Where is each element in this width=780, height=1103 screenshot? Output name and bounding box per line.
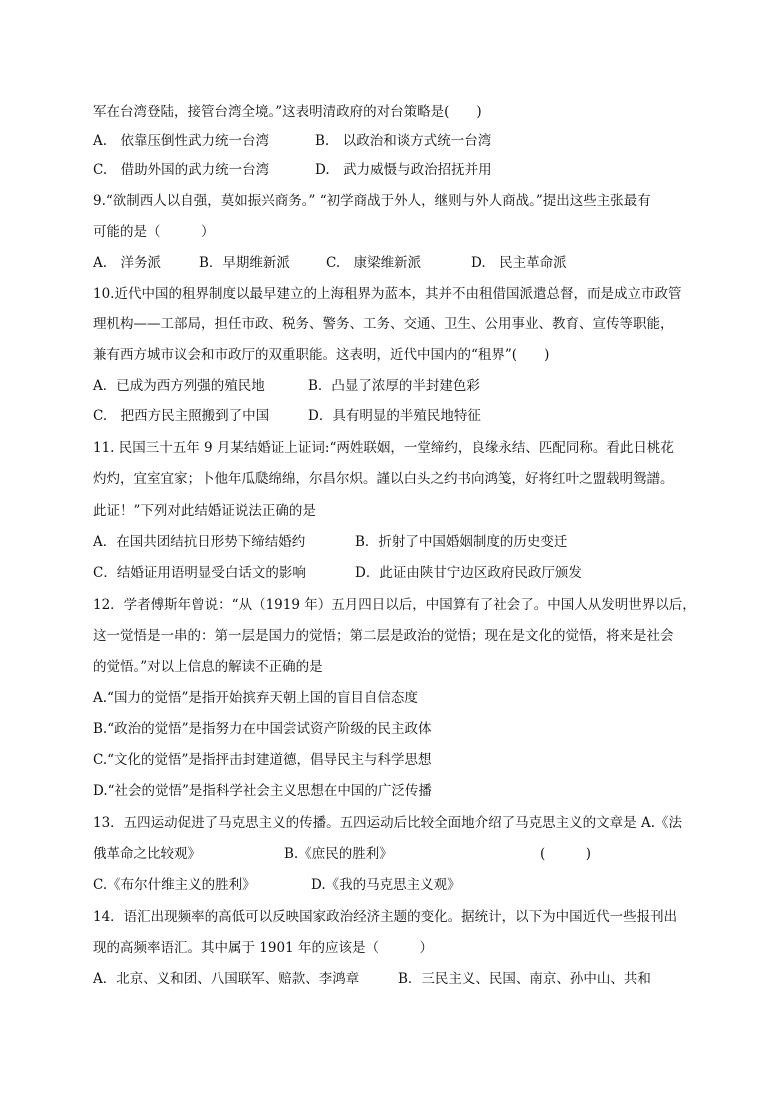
q12-stem-line-2: 这一觉悟是一串的：第一层是国力的觉悟；第二层是政治的觉悟；现在是文化的觉悟，将来是社会 xyxy=(93,628,674,644)
q9-stem-line-1: 9.“欲制西人以自强，莫如振兴商务。” “初学商战于外人，继则与外人商战。”提出这些主张最有 xyxy=(93,193,651,209)
q14-stem-line-1: 14．语汇出现频率的高低可以反映国家政治经济主题的变化。据统计，以下为中国近代一些报刊出 xyxy=(93,909,678,925)
q12-stem-line-1: 12．学者傅斯年曾说：“从（1919 年）五月四日以后，中国算有了社会了。中国人从发明世界以后， xyxy=(93,597,696,613)
q14-option-b: B．三民主义、民国、南京、孙中山、共和 xyxy=(398,971,651,987)
q10-stem-line-2: 理机构——工部局，担任市政、税务、警务、工务、交通、卫生、公用事业、教育、宣传等职能， xyxy=(93,316,674,332)
q8-option-d: D. 武力威慑与政治招抚并用 xyxy=(315,162,492,178)
q13-option-b: B.《庶民的胜利》 xyxy=(284,846,393,862)
q11-option-c: C．结婚证用语明显受白话文的影响 xyxy=(93,565,306,581)
q13-option-c: C.《布尔什维主义的胜利》 xyxy=(93,877,256,893)
q11-option-b: B．折射了中国婚姻制度的历史变迁 xyxy=(355,534,568,550)
q11-stem-line-1: 11. 民国三十五年 9 月某结婚证上证词:“两姓联姻，一堂缔约，良缘永结、匹配同称。看此日桃花 xyxy=(93,440,674,456)
q13-option-a-cont: 俄革命之比较观》 xyxy=(93,846,201,862)
q9-option-c: C. 康梁维新派 xyxy=(326,255,422,271)
q10-option-c: C. 把西方民主照搬到了中国 xyxy=(93,408,270,424)
q10-option-b: B．凸显了浓厚的半封建色彩 xyxy=(308,378,480,394)
q8-option-c: C. 借助外国的武力统一台湾 xyxy=(93,162,270,178)
q13-option-d: D.《我的马克思主义观》 xyxy=(311,877,461,893)
q11-option-d: D．此证由陕甘宁边区政府民政厅颁发 xyxy=(355,565,582,581)
q10-stem-line-3: 兼有西方城市议会和市政厅的双重职能。这表明，近代中国内的“租界”( ) xyxy=(93,347,550,363)
q12-option-b: B.“政治的觉悟”是指努力在中国尝试资产阶级的民主政体 xyxy=(93,721,432,737)
q12-stem-line-3: 的觉悟。”对以上信息的解读不正确的是 xyxy=(93,659,323,675)
q11-option-a: A．在国共团结抗日形势下缔结婚约 xyxy=(93,534,306,550)
q13-answer-bracket: ( ) xyxy=(540,846,592,862)
q12-option-c: C.“文化的觉悟”是指抨击封建道德，倡导民主与科学思想 xyxy=(93,752,432,768)
q8-stem: 军在台湾登陆，接管台湾全境。”这表明清政府的对台策略是( ) xyxy=(93,104,482,120)
q9-stem-line-2: 可能的是（ ） xyxy=(93,224,215,240)
q10-option-a: A．已成为西方列强的殖民地 xyxy=(93,378,265,394)
q10-stem-line-1: 10.近代中国的租界制度以最早建立的上海租界为蓝本，其并不由租借国派遣总督，而是成立市政管 xyxy=(93,286,682,302)
q11-stem-line-2: 灼灼，宜室宜家；卜他年瓜瓞绵绵，尔昌尔炽。謹以白头之约书向鸿笺，好将红叶之盟载明鸳譜。 xyxy=(93,471,674,487)
q8-option-a: A. 依靠压倒性武力统一台湾 xyxy=(93,133,270,149)
q8-option-b: B. 以政治和谈方式统一台湾 xyxy=(315,133,492,149)
q14-stem-line-2: 现的高频率语汇。其中属于 1901 年的应该是（ ） xyxy=(93,940,433,956)
q10-option-d: D．具有明显的半殖民地特征 xyxy=(308,408,481,424)
q9-option-a: A. 洋务派 xyxy=(93,255,162,271)
q12-option-a: A.“国力的觉悟”是指开始摈弃天朝上国的盲目自信态度 xyxy=(93,690,418,706)
q9-option-d: D. 民主革命派 xyxy=(471,255,567,271)
q14-option-a: A．北京、义和团、八国联军、赔款、李鸿章 xyxy=(93,971,360,987)
q13-stem-line-1: 13．五四运动促进了马克思主义的传播。五四运动后比较全面地介绍了马克思主义的文章是 A.《法 xyxy=(93,815,683,831)
q9-option-b: B．早期维新派 xyxy=(199,255,290,271)
q12-option-d: D.“社会的觉悟”是指科学社会主义思想在中国的广泛传播 xyxy=(93,783,432,799)
q11-stem-line-3: 此证！”下列对此结婚证说法正确的是 xyxy=(93,503,316,519)
